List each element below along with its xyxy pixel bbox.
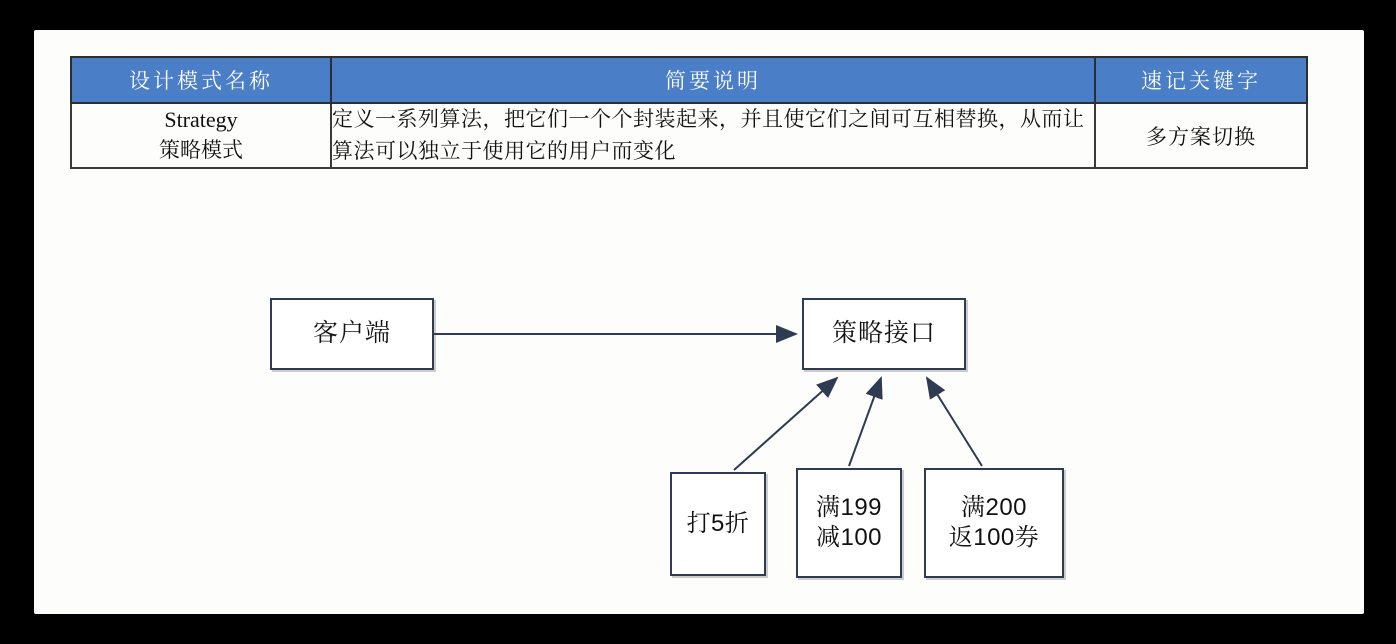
node-opt2-line2: 减100	[815, 524, 883, 551]
pattern-name-en: Strategy	[164, 107, 238, 133]
arrow-option3-to-strategy	[927, 378, 982, 466]
table-header-row	[71, 57, 1307, 103]
column-header-description: 简要说明	[331, 57, 1095, 103]
node-opt2-line1: 满199	[815, 494, 883, 521]
cell-pattern-name	[71, 103, 331, 168]
pattern-name-cn: 策略模式	[159, 139, 243, 163]
node-opt3-line2: 返100券	[948, 524, 1040, 551]
cell-description: 定义一系列算法，把它们一个个封装起来，并且使它们之间可互相替换，从而让算法可以独立于使用它的用户而变化	[331, 103, 1095, 168]
node-discount-50-percent: 打5折	[670, 472, 766, 576]
node-spend-199-minus-100	[796, 468, 902, 578]
column-header-keyword: 速记关键字	[1095, 57, 1307, 103]
node-spend-200-return-100-coupon	[924, 468, 1064, 578]
design-pattern-table	[70, 56, 1308, 169]
column-header-pattern-name: 设计模式名称	[71, 57, 331, 103]
cell-keyword: 多方案切换	[1095, 103, 1307, 168]
node-opt3-line1: 满200	[960, 494, 1028, 521]
arrow-option1-to-strategy	[734, 378, 837, 470]
node-strategy-interface: 策略接口	[802, 298, 966, 370]
table-header	[71, 57, 1307, 103]
table-row	[71, 103, 1307, 168]
node-client: 客户端	[270, 298, 434, 370]
arrow-option2-to-strategy	[849, 378, 881, 466]
table-body	[71, 103, 1307, 168]
diagram-paper	[34, 30, 1364, 614]
